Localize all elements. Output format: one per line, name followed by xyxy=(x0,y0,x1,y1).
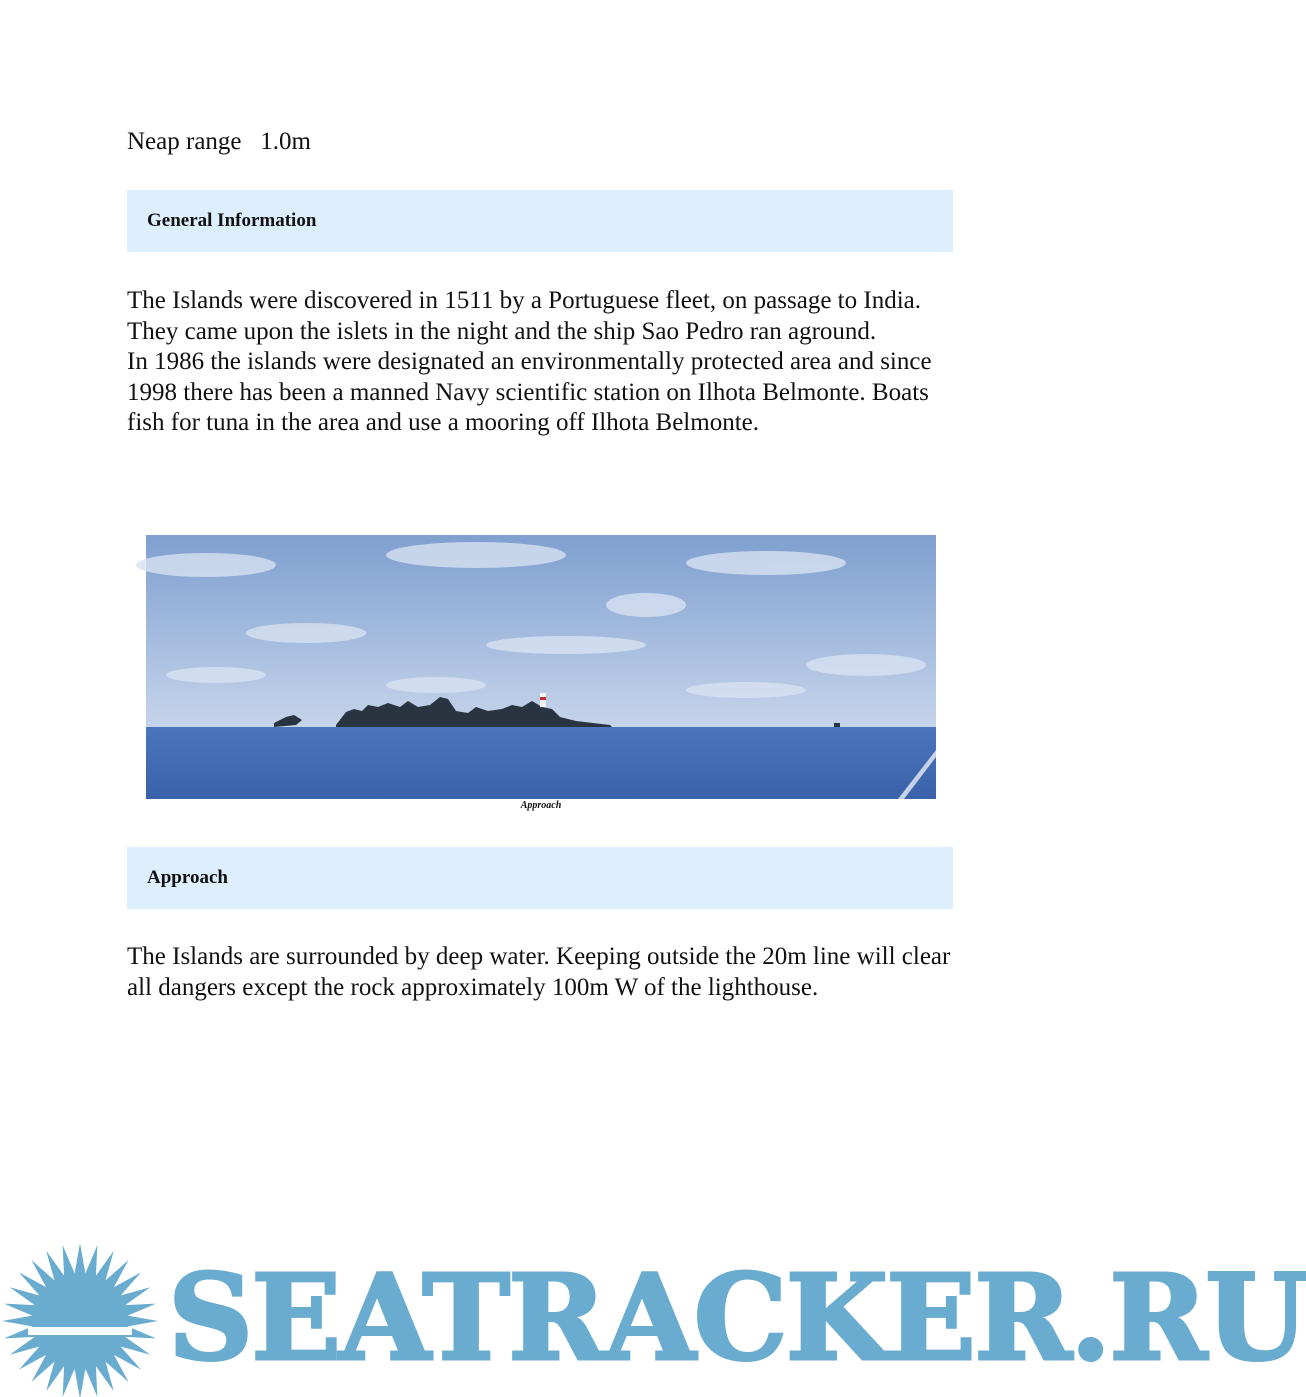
general-paragraph-2: In 1986 the islands were designated an environmentally protected area and since 1998 there has been a manned Navy scientific station on Ilhota Belmonte. Boats fish for tuna in the area and use a mooring off Ilhota Belmonte. xyxy=(127,348,932,436)
photo-caption: Approach xyxy=(520,800,562,811)
section-heading-general: General Information xyxy=(127,190,953,252)
approach-photo xyxy=(146,535,936,799)
neap-range xyxy=(127,126,311,158)
general-paragraph-1: The Islands were discovered in 1511 by a Portuguese fleet, on passage to India. They came upon the islets in the night and the ship Sao Pedro ran aground. xyxy=(127,287,921,345)
section-heading-approach: Approach xyxy=(127,847,953,909)
general-info-text xyxy=(127,286,953,439)
watermark-text: SEATRACKER.RU xyxy=(168,1248,1306,1387)
neap-range-value: 1.0m xyxy=(260,128,311,155)
approach-text xyxy=(127,942,953,1003)
sun-logo-icon xyxy=(0,1235,170,1397)
approach-paragraph-1: The Islands are surrounded by deep water. Keeping outside the 20m line will clear all dangers except the rock approximately 100m W of the lighthouse. xyxy=(127,943,951,1001)
neap-range-label: Neap range xyxy=(127,128,242,155)
